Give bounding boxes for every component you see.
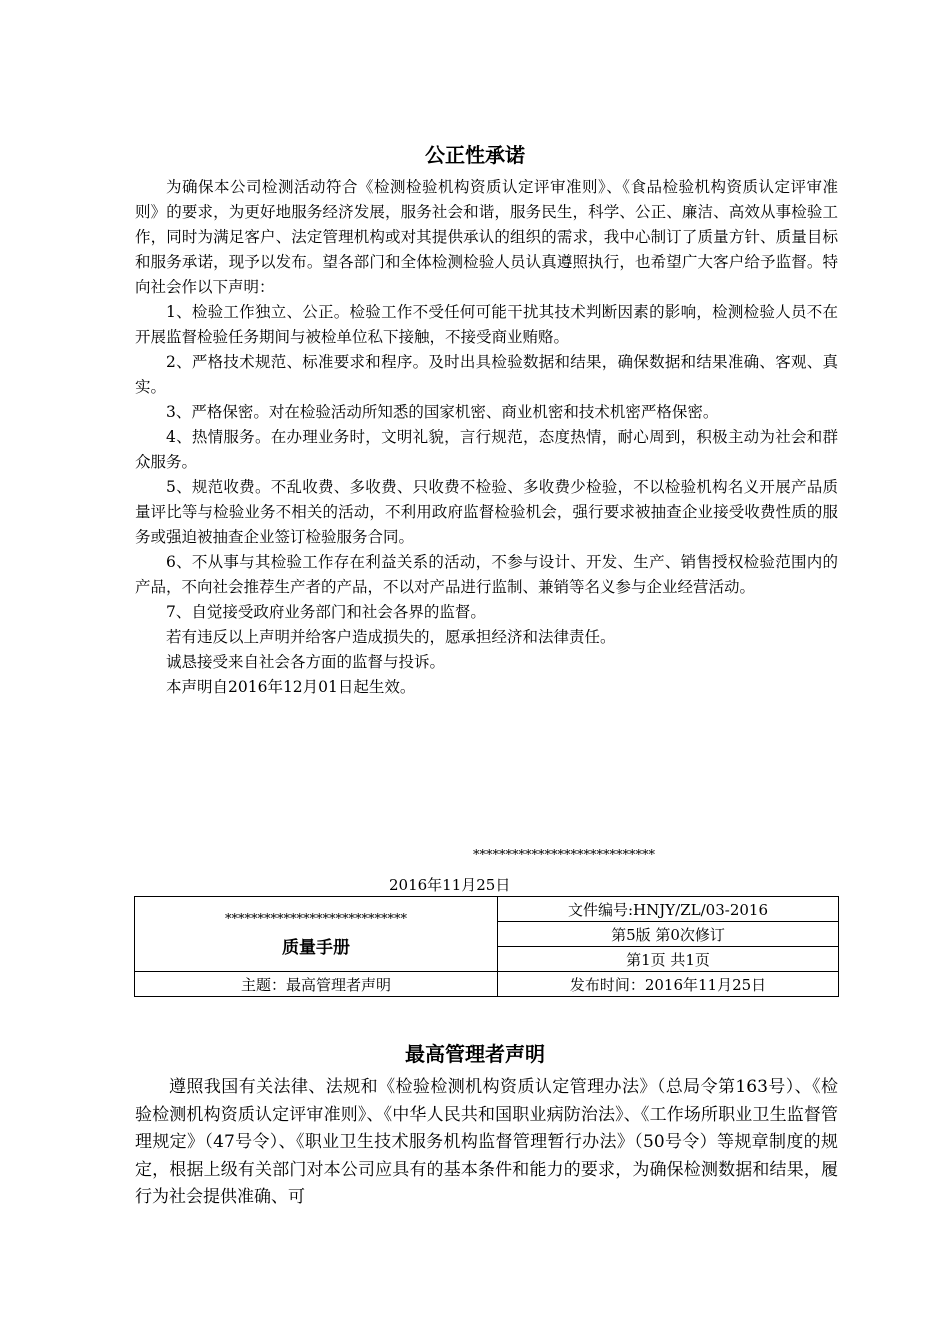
item-2-paragraph: 2、严格技术规范、标准要求和程序。及时出具检验数据和结果，确保数据和结果准确、客观、真实。 bbox=[135, 353, 838, 396]
item-6-paragraph: 6、不从事与其检验工作存在利益关系的活动，不参与设计、开发、生产、销售授权检验范围内的产品，不向社会推荐生产者的产品，不以对产品进行监制、兼销等名义参与企业经营活动。 bbox=[135, 553, 838, 596]
intro-paragraph: 为确保本公司检测活动符合《检测检验机构资质认定评审准则》、《食品检验机构资质认定评审准则》的要求，为更好地服务经济发展，服务社会和谐，服务民生，科学、公正、廉洁、高效从事检验工作，同时为满足客户、法定管理机构或对其提供承认的组织的需求，我中心制订了质量方针、质量目标和服务承诺，现予以发布。望各部门和全体检测检验人员认真遵照执行，也希望广大客户给予监督。特向社会作以下声明： bbox=[135, 178, 838, 296]
signature-date: 2016年11月25日 bbox=[389, 876, 511, 894]
impartiality-title: 公正性承诺 bbox=[425, 143, 525, 167]
item-7-paragraph: 7、自觉接受政府业务部门和社会各界的监督。 bbox=[166, 603, 486, 621]
edition-cell: 第5版 第0次修订 bbox=[498, 922, 839, 947]
header-left-cell bbox=[135, 897, 498, 972]
impartiality-body bbox=[135, 175, 838, 700]
liability-paragraph: 若有违反以上声明并给客户造成损失的，愿承担经济和法律责任。 bbox=[166, 628, 616, 646]
publish-time-cell: 发布时间：2016年11月25日 bbox=[498, 972, 839, 997]
page-cell: 第1页 共1页 bbox=[498, 947, 839, 972]
company-name-stars: **************************** bbox=[225, 912, 407, 927]
signature-stars: **************************** bbox=[473, 848, 655, 863]
management-statement-title: 最高管理者声明 bbox=[405, 1042, 545, 1066]
item-1-paragraph: 1、检验工作独立、公正。检验工作不受任何可能干扰其技术判断因素的影响，检测检验人员不在开展监督检验任务期间与被检单位私下接触，不接受商业贿赂。 bbox=[135, 303, 838, 346]
item-3-paragraph: 3、严格保密。对在检验活动所知悉的国家机密、商业机密和技术机密严格保密。 bbox=[166, 403, 719, 421]
statement-paragraph: 遵照我国有关法律、法规和《检验检测机构资质认定管理办法》（总局令第163号）、《检验检测机构资质认定评审准则》、《中华人民共和国职业病防治法》、《工作场所职业卫生监督管理规定》（47号令）、《职业卫生技术服务机构监督管理暂行办法》（50号令）等规章制度的规定，根据上级有关部门对本公司应具有的基本条件和能力的要求，为确保检测数据和结果，履行为社会提供准确、可 bbox=[135, 1077, 838, 1207]
supervision-paragraph: 诚恳接受来自社会各方面的监督与投诉。 bbox=[166, 653, 446, 671]
doc-number-cell: 文件编号:HNJY/ZL/03-2016 bbox=[498, 897, 839, 922]
management-statement-body bbox=[135, 1074, 838, 1212]
subject-cell: 主题：最高管理者声明 bbox=[135, 972, 498, 997]
effective-date-paragraph: 本声明自2016年12月01日起生效。 bbox=[166, 678, 416, 696]
item-4-paragraph: 4、热情服务。在办理业务时，文明礼貌，言行规范，态度热情，耐心周到，积极主动为社会和群众服务。 bbox=[135, 428, 838, 471]
manual-name: 质量手册 bbox=[282, 938, 350, 958]
item-5-paragraph: 5、规范收费。不乱收费、多收费、只收费不检验、多收费少检验，不以检验机构名义开展产品质量评比等与检验业务不相关的活动，不利用政府监督检验机会，强行要求被抽查企业接受收费性质的服务或强迫被抽查企业签订检验服务合同。 bbox=[135, 478, 838, 546]
document-header-table bbox=[134, 896, 839, 997]
